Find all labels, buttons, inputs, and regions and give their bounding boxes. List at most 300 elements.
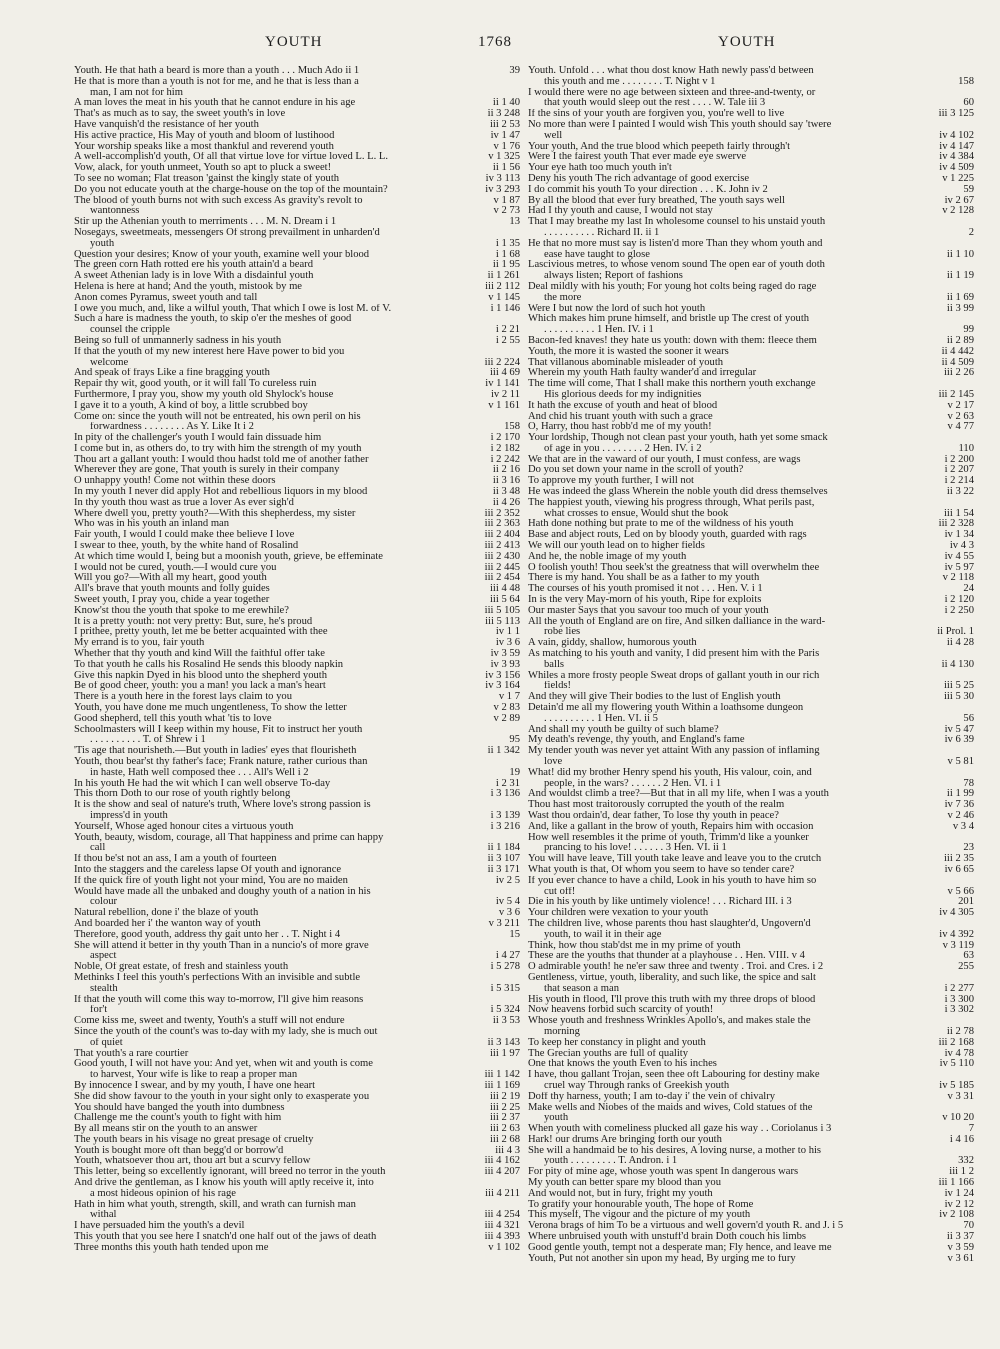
reference: iii 2 26 <box>943 368 974 379</box>
concordance-line <box>528 444 974 455</box>
concordance-line <box>74 627 520 638</box>
reference: 332 <box>958 1156 974 1167</box>
quotation-text: Youth, the more it is wasted the sooner it wears <box>528 346 729 357</box>
reference: iv 3 113 <box>485 173 520 184</box>
reference: 63 <box>963 951 974 962</box>
concordance-line <box>528 293 974 304</box>
quotation-text: And boarded her i' the wanton way of youth <box>74 918 261 929</box>
concordance-line <box>74 347 520 358</box>
quotation-text: It is a pretty youth: not very pretty: But, sure, he's proud <box>74 616 313 627</box>
quotation-text: Make wells and Niobes of the maids and wives, Cold statues of the <box>528 1102 813 1113</box>
concordance-line <box>74 228 520 239</box>
quotation-text: Youth, you have done me much ungentleness, To show the letter <box>74 703 347 714</box>
reference: iii 1 166 <box>938 1178 974 1189</box>
concordance-line <box>528 908 974 919</box>
reference: v 2 17 <box>947 400 974 411</box>
concordance-line <box>528 109 974 120</box>
reference <box>913 66 974 77</box>
reference: iv 3 156 <box>485 670 520 681</box>
reference: v 1 145 <box>488 292 520 303</box>
reference <box>913 1070 974 1081</box>
concordance-line <box>528 1254 974 1265</box>
quotation-text: What! did my brother Henry spend his youth, His valour, coin, and <box>528 767 812 778</box>
concordance-line <box>528 455 974 466</box>
concordance-line <box>74 930 520 941</box>
concordance-line <box>74 88 520 99</box>
reference <box>913 379 974 390</box>
reference <box>913 746 974 757</box>
reference: iii 1 2 <box>949 1167 974 1178</box>
reference: i 2 207 <box>944 465 974 476</box>
reference <box>459 800 520 811</box>
quotation-text: That youth's a rare courtier <box>74 1048 189 1059</box>
quotation-text: I prithee, pretty youth, let me be better acquainted with thee <box>74 627 328 638</box>
concordance-line <box>74 239 520 250</box>
reference: iii 2 19 <box>489 1091 520 1102</box>
reference <box>459 833 520 844</box>
reference <box>913 1146 974 1157</box>
quotation-text: We that are in the vaward of our youth, I must confess, are wags <box>528 454 801 465</box>
quotation-text: There is a youth here in the forest lays claim to you <box>74 692 292 703</box>
quotation-text: By all the blood that ever fury breathed, The youth says well <box>528 195 785 206</box>
reference: iv 4 147 <box>939 141 974 152</box>
concordance-line <box>74 196 520 207</box>
quotation-text: He that is more than a youth is not for me, and he that is less than a <box>74 76 359 87</box>
concordance-line <box>74 681 520 692</box>
reference: ii 3 22 <box>946 487 974 498</box>
quotation-text: cruel way Through ranks of Greekish youth <box>544 1080 730 1091</box>
quotation-text: His active practice, His May of youth and bloom of lustihood <box>74 130 335 141</box>
reference: i 2 182 <box>490 443 520 454</box>
reference: iii 2 63 <box>489 1124 520 1135</box>
reference: iii 2 35 <box>943 854 974 865</box>
quotation-text: She will a handmaid be to his desires, A loving nurse, a mother to his <box>528 1145 822 1156</box>
quotation-text: Youth is bought more oft than begg'd or borrow'd <box>74 1145 284 1156</box>
reference: 15 <box>509 929 520 940</box>
quotation-text: I swear to thee, youth, by the white hand of Rosalind <box>74 541 299 552</box>
quotation-text: I would not be cured, youth.—I would cure you <box>74 562 277 573</box>
quotation-text: Good youth, I will not have you: And yet, when wit and youth is come <box>74 1059 373 1070</box>
quotation-text: that youth would sleep out the rest . . . . W. Tale iii 3 <box>544 98 766 109</box>
concordance-line <box>528 1092 974 1103</box>
concordance-line <box>528 498 974 509</box>
concordance-line <box>528 304 974 315</box>
reference: 78 <box>963 778 974 789</box>
reference: iii 2 68 <box>489 1134 520 1145</box>
quotation-text: The blood of youth burns not with such excess As gravity's revolt to <box>74 195 363 206</box>
reference: i 2 214 <box>944 476 974 487</box>
concordance-line <box>74 638 520 649</box>
reference: ii 3 99 <box>946 303 974 314</box>
quotation-text: man, I am not for him <box>90 87 183 98</box>
concordance-line <box>74 714 520 725</box>
quotation-text: Thou art a gallant youth: I would thou hadst told me of another father <box>74 454 369 465</box>
quotation-text: Do you set down your name in the scroll of youth? <box>528 465 744 476</box>
quotation-text: in haste, Hath well composed thee . . . All's Well i 2 <box>90 767 309 778</box>
quotation-text: A sweet Athenian lady is in love With a disdainful youth <box>74 271 314 282</box>
reference: i 5 324 <box>490 1005 520 1016</box>
concordance-line <box>528 930 974 941</box>
quotation-text: A man loves the meat in his youth that he cannot endure in his age <box>74 98 356 109</box>
concordance-line <box>74 217 520 228</box>
reference: 99 <box>963 325 974 336</box>
reference: iv 1 1 <box>495 627 520 638</box>
quotation-text: to harvest, Your wife is like to reap a proper man <box>90 1070 298 1081</box>
reference <box>459 412 520 423</box>
concordance-line <box>74 563 520 574</box>
quotation-text: She will attend it better in thy youth Than in a nuncio's of more grave <box>74 940 369 951</box>
quotation-text: Your eye hath too much youth in't <box>528 163 672 174</box>
quotation-text: this youth and me . . . . . . . . T. Night v 1 <box>544 76 716 87</box>
reference: iii 4 48 <box>489 584 520 595</box>
reference <box>459 1059 520 1070</box>
reference: iii 1 169 <box>484 1080 520 1091</box>
reference: v 3 119 <box>942 940 974 951</box>
quotation-text: Wast thou ordain'd, dear father, To lose thy youth in peace? <box>528 810 779 821</box>
quotation-text: 'Tis age that nourisheth.—But youth in ladies' eyes that flourisheth <box>74 746 357 757</box>
quotation-text: withal <box>90 1210 117 1221</box>
concordance-line <box>528 185 974 196</box>
concordance-line <box>528 800 974 811</box>
right-column <box>528 66 974 1264</box>
quotation-text: At which time would I, being but a moonish youth, grieve, be effeminate <box>74 551 384 562</box>
concordance-line <box>528 217 974 228</box>
quotation-text: Your lordship, Though not clean past your youth, hath yet some smack <box>528 433 828 444</box>
reference: iii 2 224 <box>484 357 520 368</box>
concordance-line <box>528 1113 974 1124</box>
reference: ii 3 37 <box>946 1232 974 1243</box>
quotation-text: robe lies <box>544 627 581 638</box>
quotation-text: Youth. He that hath a beard is more than a youth . . . Much Ado ii 1 <box>74 66 360 76</box>
concordance-line <box>528 401 974 412</box>
concordance-line <box>74 368 520 379</box>
quotation-text: Wherein my youth Hath faulty wander'd and irregular <box>528 368 757 379</box>
reference: ii 3 143 <box>487 1037 520 1048</box>
concordance-line <box>528 1189 974 1200</box>
reference <box>459 314 520 325</box>
concordance-line <box>74 1232 520 1243</box>
reference: iii 2 168 <box>938 1037 974 1048</box>
quotation-text: Will you go?—With all my heart, good youth <box>74 573 267 584</box>
concordance-line <box>74 843 520 854</box>
concordance-line <box>74 584 520 595</box>
concordance-line <box>74 1167 520 1178</box>
quotation-text: By innocence I swear, and by my youth, I have one heart <box>74 1080 316 1091</box>
reference <box>913 282 974 293</box>
concordance-line <box>74 379 520 390</box>
quotation-text: My errand is to you, fair youth <box>74 638 205 649</box>
quotation-text: Would have made all the unbaked and doughy youth of a nation in his <box>74 886 371 897</box>
concordance-line <box>74 336 520 347</box>
quotation-text: His youth in flood, I'll prove this truth with my three drops of blood <box>528 994 816 1005</box>
quotation-text: Three months this youth hath tended upon me <box>74 1242 269 1253</box>
reference <box>459 941 520 952</box>
reference: iii 4 162 <box>484 1156 520 1167</box>
concordance-line <box>528 703 974 714</box>
quotation-text: Gentleness, virtue, youth, liberality, and such like, the spice and salt <box>528 972 816 983</box>
reference: iv 3 293 <box>485 184 520 195</box>
concordance-line <box>528 584 974 595</box>
reference: ii 1 19 <box>946 271 974 282</box>
concordance-line <box>528 336 974 347</box>
reference: 56 <box>963 713 974 724</box>
reference <box>913 833 974 844</box>
quotation-text: Now heavens forbid such scarcity of youth! <box>528 1005 714 1016</box>
concordance-line <box>528 919 974 930</box>
reference: i 4 16 <box>949 1134 974 1145</box>
quotation-text: youth <box>544 1113 569 1124</box>
reference: v 1 102 <box>488 1242 520 1253</box>
quotation-text: I have persuaded him the youth's a devil <box>74 1221 245 1232</box>
quotation-text: Repair thy wit, good youth, or it will fall To cureless ruin <box>74 379 317 390</box>
concordance-line <box>528 260 974 271</box>
reference <box>913 314 974 325</box>
quotation-text: The youth bears in his visage no great presage of cruelty <box>74 1134 314 1145</box>
concordance-line <box>528 541 974 552</box>
reference: iv 7 36 <box>944 800 974 811</box>
quotation-text: Whose youth and freshness Wrinkles Apollo's, and makes stale the <box>528 1016 811 1027</box>
reference: v 1 76 <box>493 141 520 152</box>
reference: iv 6 39 <box>944 735 974 746</box>
concordance-line <box>74 779 520 790</box>
reference <box>913 433 974 444</box>
quotation-text: wantonness <box>90 206 140 217</box>
quotation-text: Where dwell you, pretty youth?—With this shepherdess, my sister <box>74 508 356 519</box>
reference: v 3 59 <box>947 1242 974 1253</box>
concordance-line <box>528 606 974 617</box>
reference: iv 3 164 <box>485 681 520 692</box>
concordance-line <box>74 703 520 714</box>
reference: ii 1 99 <box>946 789 974 800</box>
reference: v 3 31 <box>947 1091 974 1102</box>
concordance-line <box>528 1178 974 1189</box>
concordance-line <box>528 897 974 908</box>
quotation-text: Do you not educate youth at the charge-house on the top of the mountain? <box>74 184 388 195</box>
quotation-text: You will have leave, Till youth take leave and leave you to the crutch <box>528 854 822 865</box>
reference: ii 3 53 <box>492 1016 520 1027</box>
reference: iv 3 93 <box>490 659 520 670</box>
reference: i 1 146 <box>490 303 520 314</box>
reference: i 5 278 <box>490 962 520 973</box>
reference: i 1 35 <box>495 238 520 249</box>
reference: iv 4 392 <box>939 929 974 940</box>
concordance-line <box>74 163 520 174</box>
quotation-text: A well-accomplish'd youth, Of all that virtue love for virtue loved L. L. L. <box>74 152 389 163</box>
quotation-text: Verona brags of him To be a virtuous and well govern'd youth R. and J. i 5 <box>528 1221 844 1232</box>
reference: i 2 120 <box>944 595 974 606</box>
quotation-text: That's as much as to say, the sweet youth's in love <box>74 109 286 120</box>
concordance-line <box>528 1049 974 1060</box>
quotation-text: He that no more must say is listen'd more Than they whom youth and <box>528 238 823 249</box>
concordance-line <box>74 358 520 369</box>
reference: ii 2 78 <box>946 1026 974 1037</box>
concordance-line <box>528 347 974 358</box>
concordance-line <box>528 1221 974 1232</box>
reference <box>459 887 520 898</box>
concordance-line <box>528 206 974 217</box>
concordance-line <box>528 725 974 736</box>
quotation-text: Natural rebellion, done i' the blaze of youth <box>74 908 259 919</box>
reference: ii 1 184 <box>487 843 520 854</box>
reference: v 3 6 <box>498 908 520 919</box>
quotation-text: My youth can better spare my blood than you <box>528 1178 721 1189</box>
quotation-text: Our master Says that you savour too much of your youth <box>528 605 769 616</box>
reference: ii 3 248 <box>487 109 520 120</box>
concordance-line <box>528 88 974 99</box>
concordance-line <box>74 444 520 455</box>
reference <box>913 498 974 509</box>
quotation-text: Yourself, Whose aged honour cites a virtuous youth <box>74 821 294 832</box>
reference <box>913 919 974 930</box>
concordance-line <box>74 455 520 466</box>
reference: iv 5 97 <box>944 562 974 573</box>
quotation-text: O unhappy youth! Come not within these doors <box>74 476 276 487</box>
reference: iii 5 113 <box>485 616 520 627</box>
quotation-text: Be of good cheer, youth: you a man! you lack a man's heart <box>74 681 326 692</box>
concordance-line <box>528 746 974 757</box>
quotation-text: I owe you much, and, like a wilful youth, That which I owe is lost M. of V. <box>74 303 392 314</box>
concordance-line <box>74 325 520 336</box>
reference: ii 1 10 <box>946 249 974 260</box>
concordance-line <box>74 995 520 1006</box>
reference: i 2 21 <box>495 325 520 336</box>
reference: ii 4 28 <box>946 638 974 649</box>
reference: v 2 128 <box>942 206 974 217</box>
concordance-line <box>528 1027 974 1038</box>
reference: i 1 68 <box>495 249 520 260</box>
concordance-line <box>74 617 520 628</box>
reference: iii 5 25 <box>943 681 974 692</box>
reference: 23 <box>963 843 974 854</box>
quotation-text: of age in you . . . . . . . . 2 Hen. IV. i 2 <box>544 443 702 454</box>
quotation-text: Think, how thou stab'dst me in my prime of youth <box>528 940 741 951</box>
quotation-text: I gave it to a youth, A kind of boy, a little scrubbed boy <box>74 400 308 411</box>
reference: iii 2 352 <box>484 508 520 519</box>
reference: v 3 211 <box>488 918 520 929</box>
concordance-line <box>528 563 974 574</box>
quotation-text: Such a hare is madness the youth, to skip o'er the meshes of good <box>74 314 352 325</box>
reference <box>459 995 520 1006</box>
quotation-text: This myself, The vigour and the picture of my youth <box>528 1210 751 1221</box>
reference: iv 2 5 <box>495 875 520 886</box>
quotation-text: This letter, being so excellently ignorant, will breed no terror in the youth <box>74 1167 386 1178</box>
reference: v 3 61 <box>947 1253 974 1264</box>
concordance-line <box>528 98 974 109</box>
concordance-line <box>74 1146 520 1157</box>
reference: v 2 89 <box>493 713 520 724</box>
concordance-line <box>528 876 974 887</box>
reference: i 2 200 <box>944 454 974 465</box>
concordance-line <box>74 1016 520 1027</box>
concordance-line <box>74 1005 520 1016</box>
concordance-line <box>528 271 974 282</box>
concordance-line <box>528 358 974 369</box>
concordance-line <box>528 692 974 703</box>
reference: 201 <box>958 897 974 908</box>
concordance-line <box>528 66 974 77</box>
quotation-text: youth, to wail it in their age <box>544 929 662 940</box>
quotation-text: I would there were no age between sixteen and three-and-twenty, or <box>528 87 816 98</box>
quotation-text: Youth, thou bear'st thy father's face; Frank nature, rather curious than <box>74 757 368 767</box>
quotation-text: In pity of the challenger's youth I would fain dissuade him <box>74 433 322 444</box>
concordance-line <box>528 822 974 833</box>
concordance-line <box>528 681 974 692</box>
concordance-line <box>528 163 974 174</box>
quotation-text: This thorn Doth to our rose of youth rightly belong <box>74 789 291 800</box>
reference: iv 4 3 <box>949 541 974 552</box>
concordance-line <box>528 487 974 498</box>
concordance-line <box>74 876 520 887</box>
quotation-text: Hath done nothing but prate to me of the wildness of his youth <box>528 519 794 530</box>
reference <box>913 876 974 887</box>
quotation-text: Vow, alack, for youth unmeet, Youth so apt to pluck a sweet! <box>74 163 332 174</box>
quotation-text: Were I but now the lord of such hot youth <box>528 303 706 314</box>
quotation-text: Your youth, And the true blood which peepeth fairly through't <box>528 141 791 152</box>
concordance-line <box>74 897 520 908</box>
concordance-line <box>528 228 974 239</box>
concordance-line <box>74 606 520 617</box>
concordance-line <box>74 1210 520 1221</box>
quotation-text: Your children were vexation to your youth <box>528 908 709 919</box>
concordance-line <box>528 530 974 541</box>
quotation-text: a most hideous opinion of his rage <box>90 1188 236 1199</box>
concordance-line <box>74 649 520 660</box>
running-head-left: YOUTH <box>265 34 323 50</box>
quotation-text: And drive the gentleman, as I know his youth will aptly receive it, into <box>74 1178 374 1189</box>
concordance-line <box>74 530 520 541</box>
quotation-text: counsel the cripple <box>90 325 171 336</box>
quotation-text: The children live, whose parents thou hast slaughter'd, Ungovern'd <box>528 918 811 929</box>
concordance-line <box>528 617 974 628</box>
reference: v 1 225 <box>942 173 974 184</box>
reference: iii 2 53 <box>489 119 520 130</box>
quotation-text: Base and abject routs, Led on by bloody youth, guarded with rags <box>528 530 807 541</box>
concordance-line <box>74 120 520 131</box>
reference: i 2 55 <box>495 335 520 346</box>
concordance-line <box>74 984 520 995</box>
quotation-text: Youth, Put not another sin upon my head, By urging me to fury <box>528 1253 796 1264</box>
concordance-line <box>528 627 974 638</box>
quotation-text: . . . . . . . . . . 1 Hen. IV. i 1 <box>544 325 654 336</box>
reference: i 3 216 <box>490 821 520 832</box>
concordance-line <box>74 66 520 77</box>
quotation-text: Whether that thy youth and kind Will the faithful offer take <box>74 649 326 660</box>
quotation-text: My death's revenge, thy youth, and England's fame <box>528 735 745 746</box>
quotation-text: To see no woman; Flat treason 'gainst the kingly state of youth <box>74 173 340 184</box>
concordance-line <box>528 422 974 433</box>
quotation-text: To that youth he calls his Rosalind He sends this bloody napkin <box>74 659 344 670</box>
reference <box>459 228 520 239</box>
quotation-text: The Grecian youths are full of quality <box>528 1048 689 1059</box>
concordance-line <box>74 941 520 952</box>
concordance-line <box>74 271 520 282</box>
concordance-line <box>74 552 520 563</box>
concordance-line <box>528 1070 974 1081</box>
quotation-text: For pity of mine age, whose youth was spent In dangerous wars <box>528 1167 799 1178</box>
concordance-line <box>528 941 974 952</box>
reference <box>913 617 974 628</box>
concordance-line <box>528 174 974 185</box>
reference: iii 3 125 <box>938 109 974 120</box>
quotation-text: The courses of his youth promised it not . . . Hen. V. i 1 <box>528 584 763 595</box>
quotation-text: If you ever chance to have a child, Look in his youth to have him so <box>528 875 817 886</box>
reference: iv 1 24 <box>944 1188 974 1199</box>
reference: i 2 250 <box>944 605 974 616</box>
concordance-line <box>74 735 520 746</box>
concordance-line <box>528 379 974 390</box>
reference: ii 3 16 <box>492 476 520 487</box>
concordance-line <box>74 962 520 973</box>
